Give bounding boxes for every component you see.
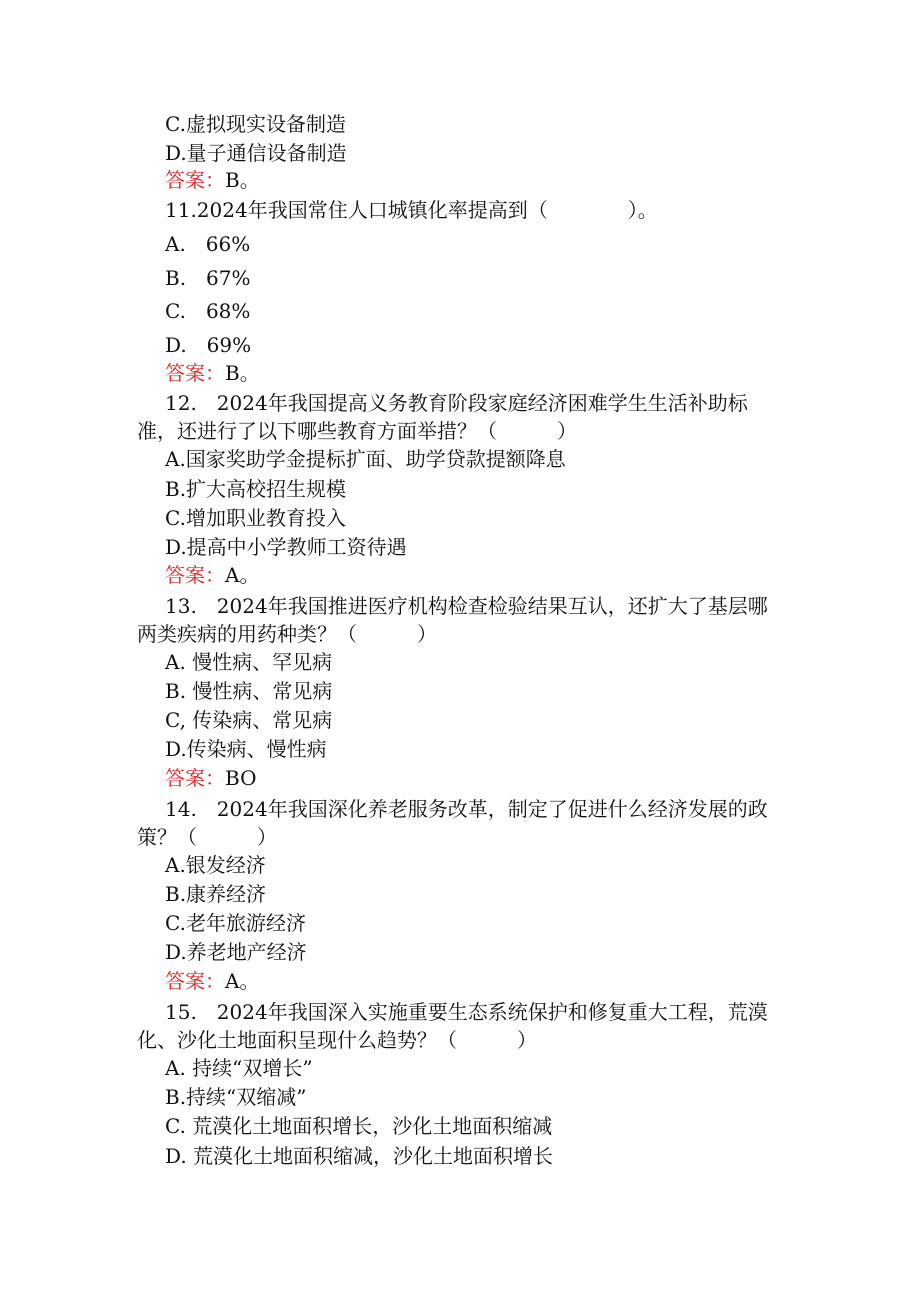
q15-stem-line2: 化、沙化土地面积呈现什么趋势？（ ） (137, 1028, 537, 1052)
q10-option-d: D.量子通信设备制造 (165, 141, 347, 165)
q12-stem-line2: 准，还进行了以下哪些教育方面举措？（ ） (137, 419, 577, 443)
q12-answer (165, 562, 259, 588)
q15-option-c: C. 荒漠化土地面积增长，沙化土地面积缩减 (165, 1114, 553, 1138)
q13-answer (165, 765, 256, 791)
answer-value: A。 (225, 563, 260, 587)
q11-option-b: B. 67% (165, 266, 251, 290)
q12-option-a: A.国家奖助学金提标扩面、助学贷款提额降息 (165, 447, 566, 471)
q13-option-d: D.传染病、慢性病 (165, 737, 327, 761)
answer-label: 答案： (165, 563, 225, 587)
q13-option-b: B. 慢性病、常见病 (165, 679, 333, 703)
q15-option-a: A. 持续“双增长” (165, 1056, 313, 1080)
q12-option-b: B.扩大高校招生规模 (165, 477, 347, 501)
answer-label: 答案： (165, 766, 225, 790)
answer-value: A。 (225, 969, 260, 993)
q10-answer (165, 167, 260, 193)
q13-stem-line2: 两类疾病的用药种类？（ ） (137, 622, 437, 646)
q15-option-d: D. 荒漠化土地面积缩减，沙化土地面积增长 (165, 1144, 554, 1168)
answer-value: BO (225, 766, 257, 790)
q14-option-a: A.银发经济 (165, 853, 266, 877)
q14-stem-line1: 14. 2024年我国深化养老服务改革，制定了促进什么经济发展的政 (165, 797, 768, 821)
q11-option-d: D. 69% (165, 333, 252, 357)
answer-label: 答案： (165, 361, 225, 385)
q14-answer (165, 968, 259, 994)
answer-label: 答案： (165, 969, 225, 993)
q11-stem: 11.2024年我国常住人口城镇化率提高到（ ）。 (165, 198, 658, 222)
q15-stem-line1: 15. 2024年我国深入实施重要生态系统保护和修复重大工程，荒漠 (165, 1000, 768, 1024)
answer-label: 答案： (165, 168, 225, 192)
q12-stem-line1: 12. 2024年我国提高义务教育阶段家庭经济困难学生生活补助标 (165, 391, 748, 415)
q10-option-c: C.虚拟现实设备制造 (165, 112, 346, 136)
answer-value: B。 (225, 361, 260, 385)
q14-option-d: D.养老地产经济 (165, 940, 307, 964)
q14-stem-line2: 策？（ ） (137, 825, 277, 849)
q13-stem-line1: 13. 2024年我国推进医疗机构检查检验结果互认，还扩大了基层哪 (165, 594, 768, 618)
answer-value: B。 (225, 168, 260, 192)
q12-option-d: D.提高中小学教师工资待遇 (165, 535, 407, 559)
q11-option-c: C. 68% (165, 299, 251, 323)
q12-option-c: C.增加职业教育投入 (165, 506, 346, 530)
q13-option-c: C, 传染病、常见病 (165, 708, 333, 732)
q11-option-a: A. 66% (165, 232, 251, 256)
q15-option-b: B.持续“双缩减” (165, 1085, 307, 1109)
q14-option-c: C.老年旅游经济 (165, 911, 306, 935)
q14-option-b: B.康养经济 (165, 882, 267, 906)
q11-answer (165, 360, 260, 386)
q13-option-a: A. 慢性病、罕见病 (165, 650, 333, 674)
